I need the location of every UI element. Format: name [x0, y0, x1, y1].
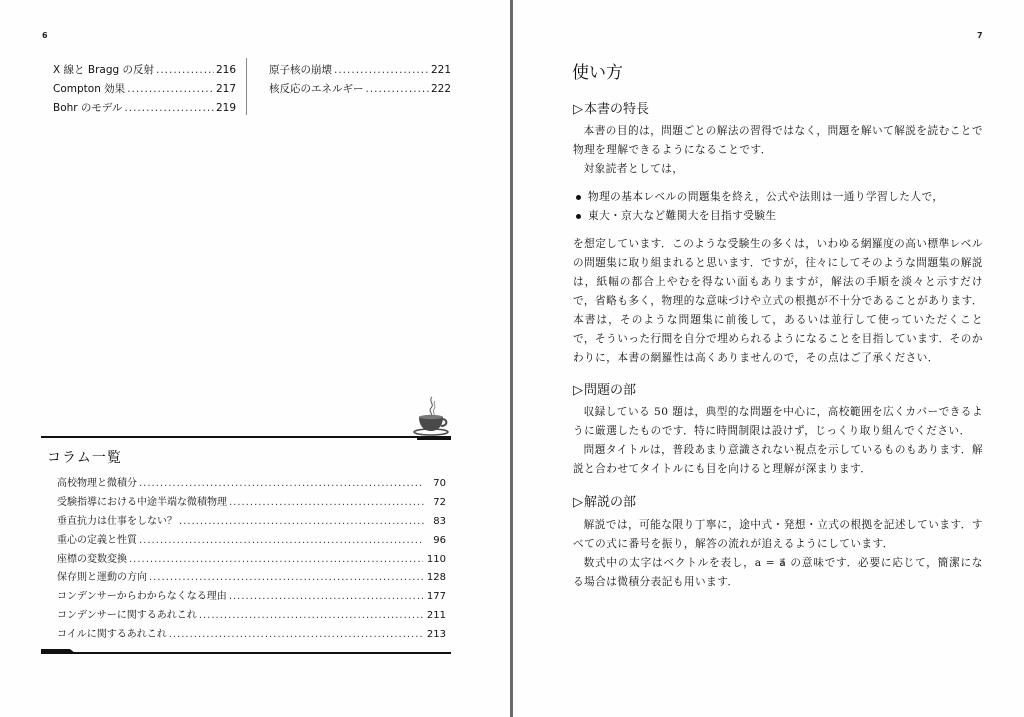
column-item-title: コンデンサーからわからなくなる理由	[57, 591, 227, 603]
column-item-title: コンデンサーに関するあれこれ	[57, 610, 197, 622]
toc-column-divider	[246, 58, 247, 115]
toc-entry[interactable]	[269, 81, 451, 100]
column-item-page: 213	[426, 629, 446, 641]
column-item-page: 177	[426, 591, 446, 603]
triangle-marker-icon: ▷	[573, 102, 583, 117]
section-heading-features	[573, 98, 649, 117]
bullet-icon	[576, 214, 581, 219]
column-item-title: 座標の変数変換	[57, 553, 127, 565]
chapter-title: 使い方	[572, 63, 623, 83]
toc-entry-page: 219	[215, 102, 236, 114]
target-reader-list	[573, 188, 983, 226]
toc-entry[interactable]	[269, 62, 451, 81]
paragraph: 対象読者としては，	[583, 163, 684, 175]
toc-entry-title: 原子核の崩壊	[269, 64, 332, 76]
section-heading-solutions	[573, 491, 636, 510]
page-number-left: 6	[42, 31, 48, 40]
column-list-item[interactable]	[57, 531, 446, 550]
column-item-page: 70	[433, 478, 446, 489]
toc-column-2	[269, 62, 451, 100]
section-heading-text: 解説の部	[584, 495, 637, 510]
dot-leader	[229, 591, 423, 602]
column-item-title: コイルに関するあれこれ	[57, 629, 167, 641]
column-list-item[interactable]	[57, 550, 446, 569]
dot-leader	[366, 83, 429, 95]
column-list-item[interactable]	[57, 474, 446, 493]
box-bottom-rule	[41, 652, 451, 654]
toc-entry-title: 核反応のエネルギー	[269, 83, 364, 95]
dot-leader	[129, 554, 423, 565]
box-top-rule	[41, 436, 417, 438]
toc-entry[interactable]	[53, 81, 236, 100]
toc-entry-title: Compton 効果	[53, 83, 126, 95]
column-list-item[interactable]	[57, 493, 446, 512]
bullet-item	[573, 207, 983, 226]
paragraph: 数式中の太字はベクトルを表し，a = a⃗ の意味です．必要に応じて，簡潔になる場合は微積分表記も用います．	[573, 557, 983, 588]
dot-leader	[334, 64, 429, 76]
box-top-tab	[417, 436, 451, 440]
paragraph: 解説では，可能な限り丁寧に，途中式・発想・立式の根拠を記述しています．すべての式に番号を振り，解答の流れが追えるようにしています．	[573, 519, 983, 550]
column-item-title: 高校物理と微積分	[57, 478, 137, 489]
dot-leader	[156, 64, 214, 76]
paragraph: を想定しています．このような受験生の多くは，いわゆる網羅度の高い標準レベルの問題集に取り組まれると思います．ですが，往々にしてそのような問題集の解説は，紙幅の都合上やむを得ない面もありますが，解法の手順を淡々と示すだけで，省略も多く，物理的な意味づけや立式の根拠が不十分であることがあります．本書は，そのような問題集に前後して，あるいは並行して使っていただくことで，そういった行間を自分で埋められるようになることを目指しています．そのかわりに，本書の網羅性は高くありませんので，その点はご了承ください．	[573, 238, 983, 364]
toc-entry-page: 216	[215, 64, 236, 76]
dot-leader	[169, 629, 423, 640]
bullet-icon	[576, 195, 581, 200]
column-item-page: 72	[433, 496, 446, 508]
section-heading-text: 問題の部	[584, 383, 637, 398]
bullet-text: 物理の基本レベルの問題集を終え，公式や法則は一通り学習した人で，	[588, 191, 944, 203]
dot-leader	[179, 516, 424, 527]
toc-column-1	[53, 62, 236, 119]
toc-entry-page: 221	[430, 64, 451, 76]
paragraph: 収録している 50 題は，典型的な問題を中心に，高校範囲を広くカバーできるように厳選したものです．特に時間制限は設けず，じっくり取り組んでください．	[573, 406, 983, 437]
column-list	[57, 474, 446, 644]
column-item-page: 128	[426, 572, 446, 584]
page-number-right: 7	[977, 31, 983, 40]
column-item-page: 96	[433, 534, 446, 546]
column-list-item[interactable]	[57, 587, 446, 606]
paragraph: 問題タイトルは，普段あまり意識されない視点を示しているものもあります．解説と合わせてタイトルにも目を向けると理解が深まります．	[573, 444, 983, 475]
column-item-title: 垂直抗力は仕事をしない？	[57, 515, 177, 527]
dot-leader	[139, 478, 424, 489]
toc-entry-title: X 線と Bragg の反射	[53, 64, 154, 76]
toc-entry[interactable]	[53, 62, 236, 81]
bullet-item	[573, 188, 983, 207]
dot-leader	[199, 610, 423, 621]
column-list-item[interactable]	[57, 606, 446, 625]
toc-entry-page: 217	[215, 83, 236, 95]
section-body-problems	[573, 403, 983, 479]
column-item-title: 重心の定義と性質	[57, 534, 137, 546]
triangle-marker-icon: ▷	[573, 383, 583, 398]
left-page	[0, 0, 511, 717]
toc-entry-title: Bohr のモデル	[53, 102, 123, 114]
dot-leader	[139, 535, 424, 546]
dot-leader	[127, 83, 214, 95]
column-list-title: コラム一覧	[47, 450, 122, 466]
section-heading-text: 本書の特長	[584, 102, 650, 117]
column-item-title: 受験指導における中途半端な微積物理	[57, 496, 227, 508]
column-item-page: 83	[433, 515, 446, 527]
section-body-solutions	[573, 516, 983, 592]
column-item-page: 211	[426, 610, 446, 622]
dot-leader	[229, 497, 424, 508]
section-heading-problems	[573, 379, 636, 398]
triangle-marker-icon: ▷	[573, 495, 583, 510]
dot-leader	[124, 102, 214, 114]
paragraph: 本書の目的は，問題ごとの解法の習得ではなく，問題を解いて解説を読むことで物理を理解できるようになることです．	[573, 125, 983, 156]
coffee-cup-icon	[411, 395, 451, 437]
dot-leader	[149, 572, 423, 583]
column-list-box	[41, 395, 451, 657]
section-body-features	[573, 122, 983, 368]
column-item-title: 保存則と運動の方向	[57, 572, 147, 584]
column-item-page: 110	[426, 553, 446, 565]
column-list-item[interactable]	[57, 625, 446, 644]
toc-entry[interactable]	[53, 100, 236, 119]
column-list-item[interactable]	[57, 568, 446, 587]
bullet-text: 東大・京大など難関大を目指す受験生	[588, 210, 777, 222]
column-list-item[interactable]	[57, 512, 446, 531]
toc-entry-page: 222	[430, 83, 451, 95]
